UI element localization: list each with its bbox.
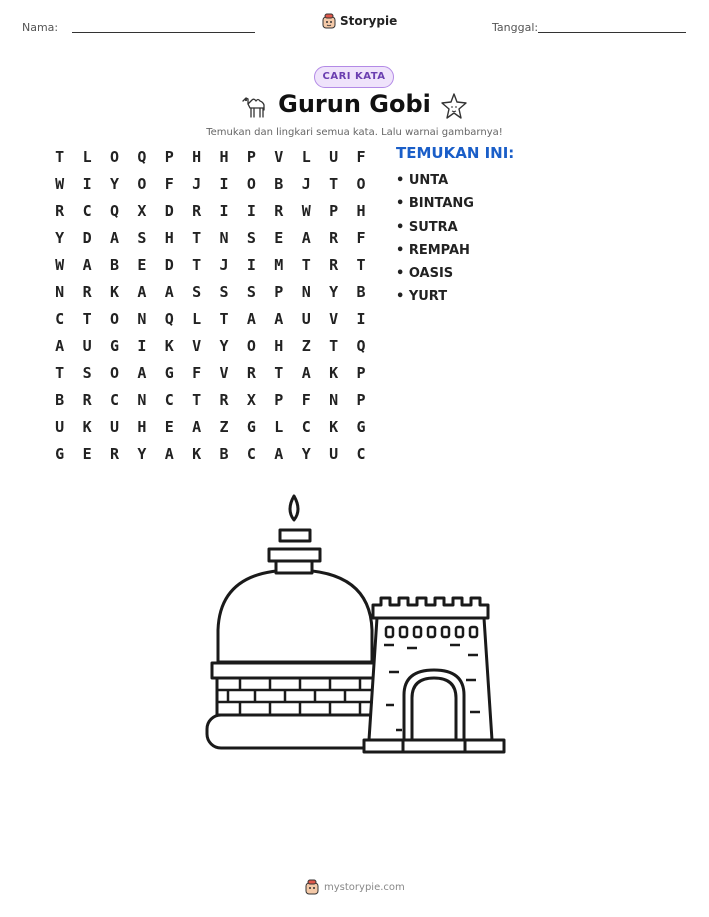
word-list — [396, 172, 474, 312]
grid-row — [46, 362, 375, 389]
grid-letter[interactable]: U — [82, 337, 92, 355]
grid-letter[interactable]: W — [55, 256, 65, 274]
grid-letter[interactable]: T — [329, 175, 339, 193]
footer-url: mystorypie.com — [324, 881, 405, 893]
grid-letter[interactable]: N — [329, 391, 339, 409]
grid-letter[interactable]: L — [301, 148, 311, 166]
grid-letter[interactable]: F — [192, 364, 202, 382]
word-list-title: TEMUKAN INI: — [396, 144, 515, 162]
grid-letter[interactable]: K — [82, 418, 92, 436]
grid-letter[interactable]: G — [164, 364, 174, 382]
grid-letter[interactable]: A — [301, 364, 311, 382]
grid-letter[interactable]: R — [82, 283, 92, 301]
grid-letter[interactable]: O — [246, 175, 256, 193]
grid-letter[interactable]: U — [301, 310, 311, 328]
word-list-item: • OASIS — [396, 266, 454, 282]
storypie-logo-icon — [322, 13, 336, 29]
grid-letter[interactable]: T — [192, 256, 202, 274]
grid-letter[interactable]: L — [82, 148, 92, 166]
grid-letter[interactable]: Q — [356, 337, 366, 355]
grid-letter[interactable]: H — [356, 202, 366, 220]
grid-letter[interactable]: K — [329, 418, 339, 436]
grid-letter[interactable]: T — [219, 310, 229, 328]
grid-letter[interactable]: Y — [301, 445, 311, 463]
grid-letter[interactable]: L — [192, 310, 202, 328]
grid-letter[interactable]: I — [246, 256, 256, 274]
grid-letter[interactable]: Y — [219, 337, 229, 355]
grid-letter[interactable]: A — [164, 445, 174, 463]
grid-letter[interactable]: C — [164, 391, 174, 409]
grid-letter[interactable]: A — [164, 283, 174, 301]
grid-letter[interactable]: Q — [137, 148, 147, 166]
grid-letter[interactable]: B — [219, 445, 229, 463]
grid-letter[interactable]: P — [274, 283, 284, 301]
grid-letter[interactable]: J — [192, 175, 202, 193]
grid-letter[interactable]: W — [55, 175, 65, 193]
grid-row — [46, 335, 375, 362]
grid-letter[interactable]: G — [356, 418, 366, 436]
grid-letter[interactable]: I — [356, 310, 366, 328]
grid-letter[interactable]: U — [329, 445, 339, 463]
grid-letter[interactable]: A — [137, 283, 147, 301]
grid-letter[interactable]: J — [301, 175, 311, 193]
grid-letter[interactable]: O — [137, 175, 147, 193]
grid-row — [46, 173, 375, 200]
grid-letter[interactable]: P — [274, 391, 284, 409]
grid-letter[interactable]: F — [164, 175, 174, 193]
grid-letter[interactable]: H — [274, 337, 284, 355]
grid-letter[interactable]: N — [219, 229, 229, 247]
grid-letter[interactable]: A — [192, 418, 202, 436]
grid-letter[interactable]: R — [219, 391, 229, 409]
word-list-item: • REMPAH — [396, 242, 470, 258]
grid-letter[interactable]: P — [356, 391, 366, 409]
grid-letter[interactable]: K — [192, 445, 202, 463]
grid-row — [46, 308, 375, 335]
grid-letter[interactable]: U — [55, 418, 65, 436]
grid-letter[interactable]: B — [55, 391, 65, 409]
grid-letter[interactable]: D — [164, 256, 174, 274]
grid-letter[interactable]: I — [82, 175, 92, 193]
grid-letter[interactable]: R — [329, 256, 339, 274]
word-list-item: • BINTANG — [396, 196, 474, 212]
grid-letter[interactable]: C — [82, 202, 92, 220]
grid-letter[interactable]: Y — [55, 229, 65, 247]
grid-letter[interactable]: A — [246, 310, 256, 328]
grid-row — [46, 281, 375, 308]
grid-letter[interactable]: A — [55, 337, 65, 355]
grid-letter[interactable]: T — [301, 256, 311, 274]
grid-letter[interactable]: P — [246, 148, 256, 166]
grid-letter[interactable]: E — [164, 418, 174, 436]
grid-letter[interactable]: R — [109, 445, 119, 463]
worksheet-header — [0, 0, 709, 50]
grid-letter[interactable]: S — [192, 283, 202, 301]
grid-row — [46, 227, 375, 254]
grid-letter[interactable]: R — [246, 364, 256, 382]
instructions: Temukan dan lingkari semua kata. Lalu warnai gambarnya! — [206, 127, 503, 138]
grid-letter[interactable]: D — [82, 229, 92, 247]
storypie-logo-icon — [305, 879, 319, 895]
stupa-and-fortress-gate-drawing — [200, 490, 510, 760]
grid-letter[interactable]: T — [55, 148, 65, 166]
grid-row — [46, 389, 375, 416]
grid-letter[interactable]: C — [55, 310, 65, 328]
grid-letter[interactable]: A — [137, 364, 147, 382]
grid-letter[interactable]: T — [192, 391, 202, 409]
grid-letter[interactable]: G — [55, 445, 65, 463]
grid-letter[interactable]: K — [164, 337, 174, 355]
grid-row — [46, 443, 375, 470]
grid-row — [46, 146, 375, 173]
date-label: Tanggal: — [492, 21, 539, 34]
grid-letter[interactable]: T — [329, 337, 339, 355]
grid-letter[interactable]: H — [192, 148, 202, 166]
grid-letter[interactable]: B — [356, 283, 366, 301]
grid-letter[interactable]: A — [274, 445, 284, 463]
grid-letter[interactable]: R — [274, 202, 284, 220]
word-list-item: • SUTRA — [396, 219, 458, 235]
grid-letter[interactable]: O — [109, 364, 119, 382]
grid-letter[interactable]: S — [219, 283, 229, 301]
grid-letter[interactable]: T — [55, 364, 65, 382]
brand[interactable] — [322, 13, 397, 29]
grid-letter[interactable]: M — [274, 256, 284, 274]
grid-letter[interactable]: T — [274, 364, 284, 382]
grid-letter[interactable]: F — [356, 229, 366, 247]
grid-letter[interactable]: T — [192, 229, 202, 247]
grid-letter[interactable]: E — [137, 256, 147, 274]
grid-letter[interactable]: J — [219, 256, 229, 274]
grid-letter[interactable]: I — [246, 202, 256, 220]
grid-letter[interactable]: Z — [219, 418, 229, 436]
grid-letter[interactable]: D — [164, 202, 174, 220]
grid-letter[interactable]: P — [329, 202, 339, 220]
grid-letter[interactable]: S — [137, 229, 147, 247]
grid-letter[interactable]: C — [109, 391, 119, 409]
grid-letter[interactable]: E — [82, 445, 92, 463]
grid-letter[interactable]: A — [274, 310, 284, 328]
grid-letter[interactable]: F — [356, 148, 366, 166]
grid-letter[interactable]: A — [301, 229, 311, 247]
grid-letter[interactable]: L — [274, 418, 284, 436]
grid-letter[interactable]: N — [137, 391, 147, 409]
grid-letter[interactable]: V — [329, 310, 339, 328]
grid-letter[interactable]: T — [356, 256, 366, 274]
grid-letter[interactable]: U — [329, 148, 339, 166]
grid-letter[interactable]: I — [219, 202, 229, 220]
grid-row — [46, 200, 375, 227]
grid-letter[interactable]: B — [274, 175, 284, 193]
grid-letter[interactable]: H — [137, 418, 147, 436]
grid-letter[interactable]: G — [109, 337, 119, 355]
grid-letter[interactable]: R — [329, 229, 339, 247]
grid-letter[interactable]: S — [246, 283, 256, 301]
grid-letter[interactable]: K — [109, 283, 119, 301]
name-field[interactable] — [72, 32, 255, 33]
grid-letter[interactable]: A — [109, 229, 119, 247]
grid-letter[interactable]: X — [246, 391, 256, 409]
star-icon — [440, 92, 468, 120]
grid-letter[interactable]: O — [109, 148, 119, 166]
grid-letter[interactable]: H — [164, 229, 174, 247]
brand-name: Storypie — [340, 14, 398, 28]
grid-letter[interactable]: I — [137, 337, 147, 355]
grid-letter[interactable]: G — [246, 418, 256, 436]
grid-letter[interactable]: F — [301, 391, 311, 409]
grid-letter[interactable]: S — [82, 364, 92, 382]
grid-letter[interactable]: N — [301, 283, 311, 301]
grid-letter[interactable]: N — [55, 283, 65, 301]
grid-letter[interactable]: R — [55, 202, 65, 220]
grid-letter[interactable]: Z — [301, 337, 311, 355]
grid-letter[interactable]: O — [109, 310, 119, 328]
grid-letter[interactable]: U — [109, 418, 119, 436]
grid-letter[interactable]: X — [137, 202, 147, 220]
footer[interactable] — [305, 879, 405, 895]
grid-letter[interactable]: Q — [164, 310, 174, 328]
grid-letter[interactable]: R — [192, 202, 202, 220]
word-search-grid[interactable] — [46, 146, 375, 470]
activity-badge: CARI KATA — [314, 66, 394, 88]
date-field[interactable] — [538, 32, 686, 33]
grid-letter[interactable]: E — [274, 229, 284, 247]
grid-letter[interactable]: P — [164, 148, 174, 166]
grid-letter[interactable]: Y — [109, 175, 119, 193]
grid-letter[interactable]: C — [246, 445, 256, 463]
grid-letter[interactable]: K — [329, 364, 339, 382]
grid-letter[interactable]: T — [82, 310, 92, 328]
grid-letter[interactable]: I — [219, 175, 229, 193]
grid-letter[interactable]: O — [246, 337, 256, 355]
word-list-item: • UNTA — [396, 173, 449, 188]
grid-row — [46, 416, 375, 443]
grid-letter[interactable]: W — [301, 202, 311, 220]
grid-letter[interactable]: S — [246, 229, 256, 247]
grid-letter[interactable]: V — [274, 148, 284, 166]
grid-letter[interactable]: Q — [109, 202, 119, 220]
grid-letter[interactable]: R — [82, 391, 92, 409]
grid-letter[interactable]: Y — [329, 283, 339, 301]
grid-letter[interactable]: P — [356, 364, 366, 382]
grid-letter[interactable]: Y — [137, 445, 147, 463]
grid-letter[interactable]: B — [109, 256, 119, 274]
grid-row — [46, 254, 375, 281]
grid-letter[interactable]: V — [219, 364, 229, 382]
word-list-item: • YURT — [396, 289, 448, 305]
grid-letter[interactable]: N — [137, 310, 147, 328]
page-title: Gurun Gobi — [278, 90, 431, 118]
grid-letter[interactable]: V — [192, 337, 202, 355]
name-label: Nama: — [22, 21, 59, 34]
grid-letter[interactable]: C — [301, 418, 311, 436]
grid-letter[interactable]: H — [219, 148, 229, 166]
grid-letter[interactable]: O — [356, 175, 366, 193]
grid-letter[interactable]: C — [356, 445, 366, 463]
grid-letter[interactable]: A — [82, 256, 92, 274]
